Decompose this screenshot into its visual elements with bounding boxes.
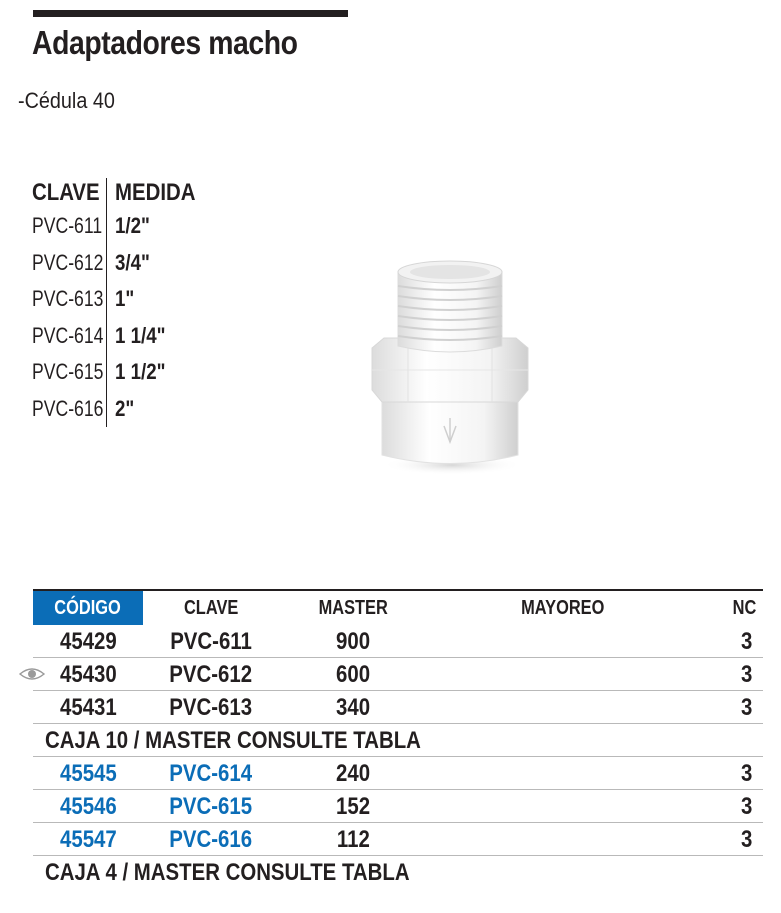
cell-codigo: 45431 [59, 694, 117, 721]
cell-clave: PVC-612 [169, 661, 253, 688]
cell-master: 112 [336, 826, 370, 853]
table-row [33, 625, 763, 658]
cell-nc: 3 [740, 760, 752, 787]
cell-master: 240 [335, 760, 371, 787]
spec-table [32, 178, 210, 427]
page-subtitle: -Cédula 40 [18, 88, 115, 113]
spec-clave: PVC-611 [32, 213, 103, 238]
spec-medida: 1 1/2" [115, 359, 166, 384]
header-codigo: CÓDIGO [33, 591, 143, 625]
page-title: Adaptadores macho [32, 24, 298, 61]
header-clave: CLAVE [183, 597, 239, 619]
spec-medida: 1" [115, 286, 135, 311]
cell-clave: PVC-611 [170, 628, 252, 655]
cell-clave: PVC-616 [169, 826, 253, 853]
header-mayoreo: MAYOREO [521, 597, 605, 619]
spec-header-clave: CLAVE [32, 179, 100, 206]
spec-clave: PVC-613 [32, 286, 104, 311]
cell-codigo: 45547 [59, 826, 117, 853]
cell-clave: PVC-614 [169, 760, 253, 787]
header-master: MASTER [318, 597, 388, 619]
cell-codigo: 45430 [59, 661, 117, 688]
cell-nc: 3 [740, 826, 752, 853]
cell-master: 152 [335, 793, 371, 820]
cell-clave: PVC-615 [169, 793, 253, 820]
spec-row [32, 391, 210, 428]
table-row [33, 757, 763, 790]
table-row [33, 790, 763, 823]
cell-nc: 3 [740, 793, 752, 820]
spec-medida: 2" [115, 395, 135, 421]
spec-clave: PVC-616 [32, 395, 104, 421]
header-nc: NC [732, 597, 757, 619]
cell-master: 900 [335, 628, 371, 655]
spec-row [32, 318, 210, 355]
spec-medida: 1 1/4" [115, 322, 166, 348]
product-image-male-adapter [360, 250, 540, 480]
cell-nc: 3 [740, 694, 752, 721]
spec-row [32, 281, 210, 318]
spec-medida: 1/2" [115, 213, 150, 238]
group-note: CAJA 4 / MASTER CONSULTE TABLA [45, 859, 410, 886]
spec-table-header [32, 178, 210, 208]
cell-clave: PVC-613 [169, 694, 253, 721]
table-row [33, 658, 763, 691]
cell-nc: 3 [740, 628, 752, 655]
table-note-row [33, 856, 763, 888]
cell-codigo: 45546 [59, 793, 117, 820]
pricing-table-header [33, 591, 763, 625]
spec-clave: PVC-615 [32, 359, 104, 384]
cell-codigo: 45429 [59, 628, 117, 655]
spec-clave: PVC-612 [32, 249, 104, 275]
spec-row [32, 354, 210, 391]
table-row [33, 691, 763, 724]
table-row [33, 823, 763, 856]
title-rule [33, 10, 348, 17]
group-note: CAJA 10 / MASTER CONSULTE TABLA [45, 727, 421, 754]
table-note-row [33, 724, 763, 757]
spec-clave: PVC-614 [32, 322, 104, 348]
spec-header-medida: MEDIDA [115, 179, 196, 206]
cell-master: 340 [335, 694, 371, 721]
spec-row [32, 208, 210, 245]
cell-master: 600 [335, 661, 371, 688]
cell-nc: 3 [740, 661, 752, 688]
cell-codigo: 45545 [59, 760, 117, 787]
spec-row [32, 245, 210, 282]
spec-medida: 3/4" [115, 249, 150, 275]
